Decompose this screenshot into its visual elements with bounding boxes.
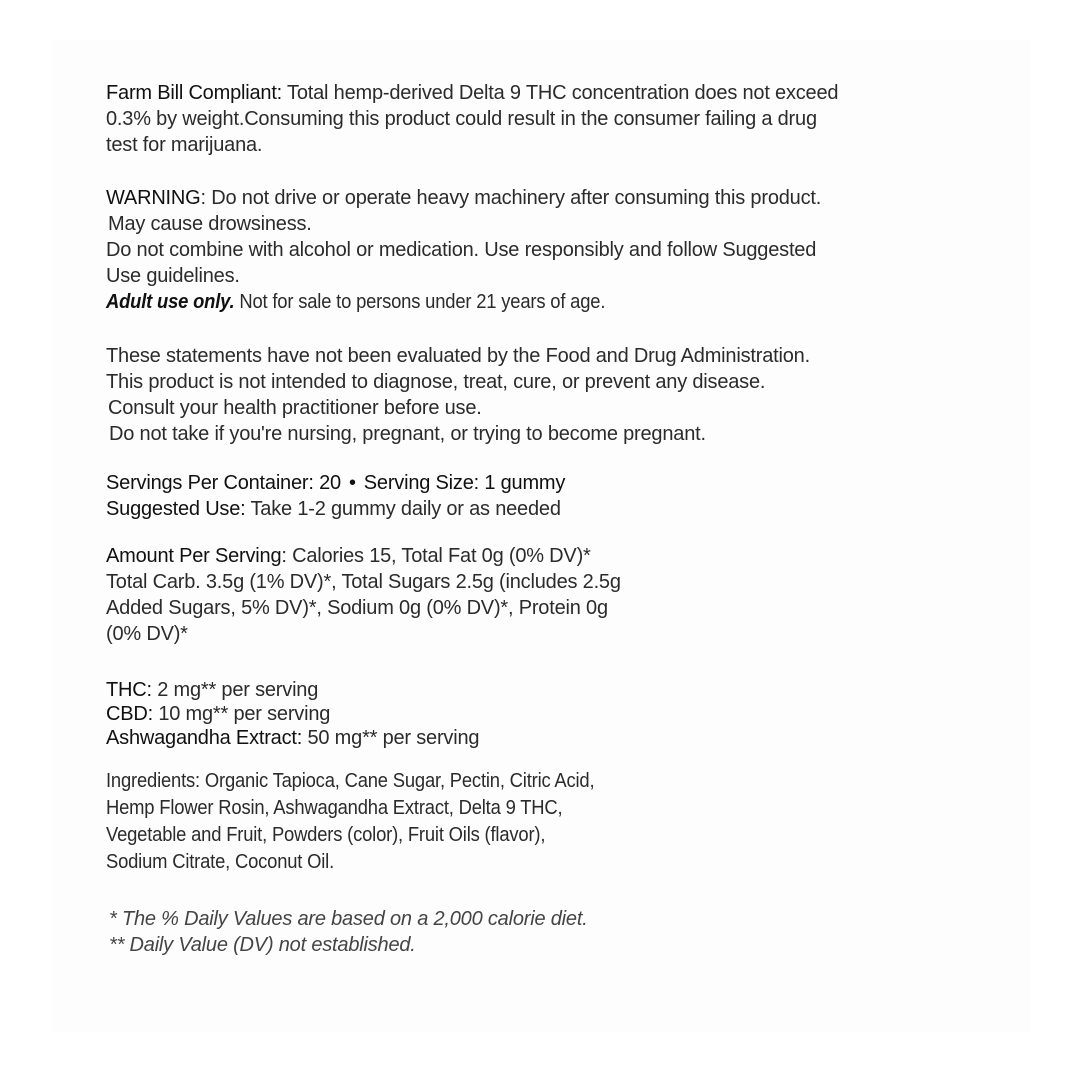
cbd-amount: 10 mg** per serving — [152, 703, 331, 725]
actives-section — [106, 678, 936, 750]
serving-size: Serving Size: 1 gummy — [363, 472, 566, 494]
warning-text: : Do not drive or operate heavy machinery after consuming this product. — [200, 187, 822, 209]
ingredients-line-2: Hemp Flower Rosin, Ashwagandha Extract, Delta 9 THC, — [106, 797, 563, 819]
thc-line — [106, 678, 936, 702]
thc-amount: 2 mg** per serving — [151, 679, 319, 701]
serving-section — [106, 470, 936, 522]
ingredients-section — [106, 768, 936, 876]
warning-line-2: May cause drowsiness. — [108, 213, 312, 235]
suggested-use-line — [106, 496, 936, 522]
cbd-line — [106, 702, 936, 726]
nutrition-section — [106, 543, 936, 647]
ingredients-line-1: Ingredients: Organic Tapioca, Cane Sugar, Pectin, Citric Acid, — [106, 770, 595, 792]
ashwagandha-line — [106, 726, 936, 750]
nutrition-line-1 — [106, 543, 936, 569]
nutrition-line-3: Added Sugars, 5% DV)*, Sodium 0g (0% DV)*, Protein 0g — [106, 597, 608, 619]
cbd-label: CBD: — [106, 703, 153, 725]
nutrition-line-4: (0% DV)* — [106, 623, 188, 645]
footnotes-section — [106, 906, 936, 958]
warning-section — [106, 185, 936, 315]
adult-use-label: Adult use only. — [106, 291, 235, 313]
adult-use-line — [106, 289, 936, 315]
farm-bill-label: Farm Bill Compliant: — [106, 82, 283, 104]
footnote-daily-values: * The % Daily Values are based on a 2,000 calorie diet. — [109, 908, 588, 930]
warning-line-1 — [106, 185, 936, 211]
amount-per-serving-label: Amount Per Serving — [106, 545, 282, 567]
warning-line-4: Use guidelines. — [106, 265, 240, 287]
warning-label: WARNING — [106, 187, 201, 209]
ashwagandha-label: Ashwagandha Extract: — [106, 727, 303, 749]
farm-bill-line-2: 0.3% by weight.Consuming this product could result in the consumer failing a drug — [106, 108, 817, 130]
ashwagandha-amount: 50 mg** per serving — [302, 727, 480, 749]
farm-bill-section — [106, 80, 936, 158]
fda-disclaimer — [106, 343, 936, 447]
serving-line — [106, 470, 936, 496]
fda-line-4: Do not take if you're nursing, pregnant, or trying to become pregnant. — [109, 423, 706, 445]
farm-bill-line-1 — [106, 80, 936, 106]
thc-label: THC: — [106, 679, 152, 701]
bullet-separator: • — [348, 472, 356, 494]
suggested-use-label: Suggested Use: — [106, 498, 246, 520]
suggested-use-text: Take 1-2 gummy daily or as needed — [245, 498, 561, 520]
adult-use-text: Not for sale to persons under 21 years of age. — [234, 291, 606, 313]
nutrition-text: : Calories 15, Total Fat 0g (0% DV)* — [281, 545, 591, 567]
servings-per-container: Servings Per Container: 20 — [106, 472, 341, 494]
fda-line-3: Consult your health practitioner before use. — [108, 397, 482, 419]
fda-line-2: This product is not intended to diagnose, treat, cure, or prevent any disease. — [106, 371, 766, 393]
fda-line-1: These statements have not been evaluated by the Food and Drug Administration. — [106, 345, 810, 367]
footnote-dv-not-established: ** Daily Value (DV) not established. — [109, 934, 416, 956]
ingredients-line-4: Sodium Citrate, Coconut Oil. — [106, 851, 335, 873]
warning-line-3: Do not combine with alcohol or medication. Use responsibly and follow Suggested — [106, 239, 817, 261]
farm-bill-text: Total hemp-derived Delta 9 THC concentration does not exceed — [282, 82, 839, 104]
nutrition-line-2: Total Carb. 3.5g (1% DV)*, Total Sugars 2.5g (includes 2.5g — [106, 571, 621, 593]
farm-bill-line-3: test for marijuana. — [106, 134, 263, 156]
ingredients-line-3: Vegetable and Fruit, Powders (color), Fruit Oils (flavor), — [106, 824, 546, 846]
label-text — [106, 80, 936, 958]
